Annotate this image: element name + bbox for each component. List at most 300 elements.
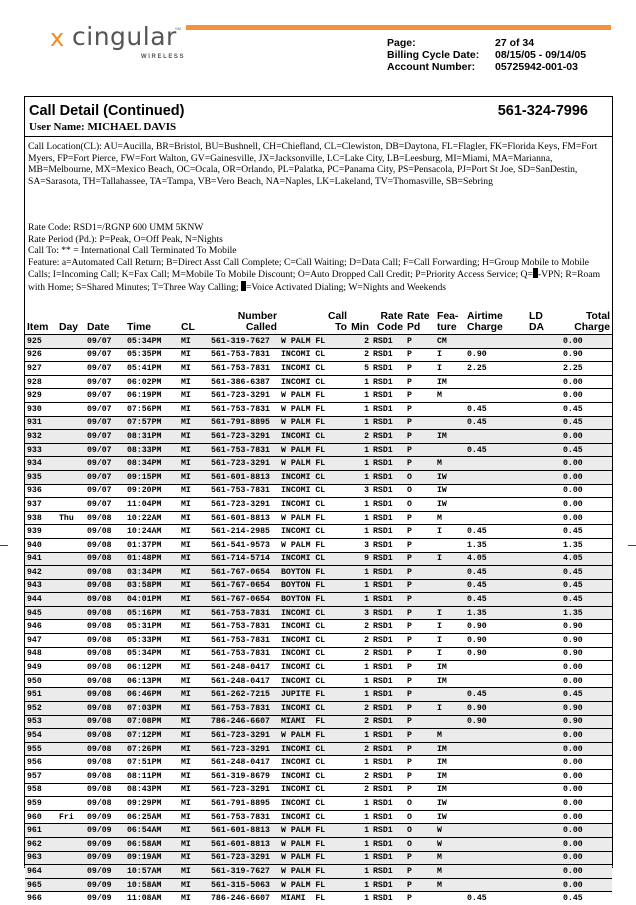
- cell-item: 936: [25, 484, 57, 498]
- cell-call-to: INCOMI CL: [279, 620, 349, 634]
- cell-date: 09/08: [85, 783, 125, 797]
- cell-feature: M: [435, 878, 465, 892]
- cell-rate-code: RSD1: [371, 375, 405, 389]
- cell-cl: MI: [179, 430, 209, 444]
- page-number: 27 of 34: [495, 37, 535, 49]
- cell-cl: MI: [179, 810, 209, 824]
- cell-min: 2: [349, 770, 371, 784]
- cell-airtime-charge: 0.90: [465, 348, 527, 362]
- cell-call-to: MIAMI FL: [279, 892, 349, 905]
- cell-feature: IW: [435, 810, 465, 824]
- cell-number-called: 561-753-7831: [209, 443, 279, 457]
- cell-ld-da: [527, 810, 561, 824]
- cell-item: 925: [25, 335, 57, 349]
- cell-day: [57, 593, 85, 607]
- cell-min: 2: [349, 620, 371, 634]
- cell-airtime-charge: [465, 797, 527, 811]
- cell-call-to: W PALM FL: [279, 824, 349, 838]
- cell-item: 964: [25, 865, 57, 879]
- cell-call-to: INCOMI CL: [279, 797, 349, 811]
- cell-ld-da: [527, 783, 561, 797]
- table-row: [25, 892, 612, 905]
- cell-number-called: 561-319-7627: [209, 335, 279, 349]
- cell-rate-code: RSD1: [371, 797, 405, 811]
- cell-min: 3: [349, 538, 371, 552]
- cell-airtime-charge: 4.05: [465, 552, 527, 566]
- cell-ld-da: [527, 375, 561, 389]
- cell-cl: MI: [179, 878, 209, 892]
- cell-rate-code: RSD1: [371, 443, 405, 457]
- cell-time: 05:35PM: [125, 348, 179, 362]
- cell-number-called: 561-315-5063: [209, 878, 279, 892]
- cell-rate-pd: P: [405, 538, 435, 552]
- cell-cl: MI: [179, 538, 209, 552]
- cell-item: 955: [25, 742, 57, 756]
- cell-rate-code: RSD1: [371, 566, 405, 580]
- cell-call-to: W PALM FL: [279, 865, 349, 879]
- cell-cl: MI: [179, 566, 209, 580]
- cell-cl: MI: [179, 851, 209, 865]
- cell-ld-da: [527, 824, 561, 838]
- cell-ld-da: [527, 770, 561, 784]
- cell-feature: M: [435, 389, 465, 403]
- cell-number-called: 561-601-8813: [209, 470, 279, 484]
- cell-rate-pd: P: [405, 647, 435, 661]
- cell-airtime-charge: 2.25: [465, 362, 527, 376]
- cell-total-charge: 0.90: [561, 634, 612, 648]
- cell-ld-da: [527, 566, 561, 580]
- cell-item: 949: [25, 661, 57, 675]
- cell-day: [57, 416, 85, 430]
- cell-date: 09/08: [85, 688, 125, 702]
- cell-airtime-charge: [465, 498, 527, 512]
- cell-rate-code: RSD1: [371, 348, 405, 362]
- cell-time: 06:19PM: [125, 389, 179, 403]
- cell-day: [57, 892, 85, 905]
- table-row: [25, 865, 612, 879]
- cell-date: 09/07: [85, 335, 125, 349]
- cell-time: 09:15PM: [125, 470, 179, 484]
- col-cl: CL: [181, 322, 195, 333]
- cell-time: 07:51PM: [125, 756, 179, 770]
- cell-item: 944: [25, 593, 57, 607]
- cell-airtime-charge: 0.45: [465, 688, 527, 702]
- table-row: [25, 797, 612, 811]
- cell-date: 09/07: [85, 430, 125, 444]
- cell-min: 1: [349, 566, 371, 580]
- cell-feature: I: [435, 647, 465, 661]
- cingular-logo: [50, 22, 190, 62]
- cell-call-to: INCOMI CL: [279, 470, 349, 484]
- cell-min: 1: [349, 688, 371, 702]
- cell-cl: MI: [179, 715, 209, 729]
- cell-rate-pd: O: [405, 810, 435, 824]
- call-detail-table: [25, 311, 612, 905]
- cell-number-called: 561-248-0417: [209, 756, 279, 770]
- cell-ld-da: [527, 606, 561, 620]
- cell-cl: MI: [179, 770, 209, 784]
- cell-total-charge: 0.00: [561, 783, 612, 797]
- cell-day: [57, 457, 85, 471]
- cell-call-to: INCOMI CL: [279, 702, 349, 716]
- cell-day: [57, 647, 85, 661]
- cell-call-to: INCOMI CL: [279, 810, 349, 824]
- cell-date: 09/07: [85, 443, 125, 457]
- cell-ld-da: [527, 620, 561, 634]
- table-row: [25, 824, 612, 838]
- cell-min: 1: [349, 457, 371, 471]
- cell-min: 2: [349, 335, 371, 349]
- table-row: [25, 878, 612, 892]
- cell-rate-code: RSD1: [371, 824, 405, 838]
- cell-ld-da: [527, 579, 561, 593]
- cell-day: [57, 756, 85, 770]
- table-row: [25, 538, 612, 552]
- cell-rate-pd: P: [405, 511, 435, 525]
- cell-total-charge: 1.35: [561, 538, 612, 552]
- cell-ld-da: [527, 470, 561, 484]
- cell-call-to: W PALM FL: [279, 851, 349, 865]
- col-rate-code: Rate Code: [377, 311, 403, 333]
- cell-rate-pd: P: [405, 783, 435, 797]
- cell-cl: MI: [179, 797, 209, 811]
- cell-ld-da: [527, 484, 561, 498]
- cell-item: 961: [25, 824, 57, 838]
- cell-rate-pd: P: [405, 715, 435, 729]
- cell-cl: MI: [179, 702, 209, 716]
- cell-cl: MI: [179, 457, 209, 471]
- cell-number-called: 561-723-3291: [209, 430, 279, 444]
- cell-total-charge: 0.00: [561, 457, 612, 471]
- cell-min: 2: [349, 647, 371, 661]
- cell-feature: [435, 892, 465, 905]
- cell-min: 1: [349, 824, 371, 838]
- table-row: [25, 470, 612, 484]
- cell-min: 2: [349, 348, 371, 362]
- cell-ld-da: [527, 865, 561, 879]
- cell-feature: [435, 416, 465, 430]
- cell-ld-da: [527, 837, 561, 851]
- cell-total-charge: 0.00: [561, 484, 612, 498]
- cell-ld-da: [527, 674, 561, 688]
- feature-legend: Feature: a=Automated Call Return; B=Direct Asst Call Complete; C=Call Waiting; D=Data Call; F=Call Forwarding; H=Group Mobile to Mobile Calls; I=Incoming Call; K=Fax Call; M=Mobile To Mobile Discount; O=Auto Dropped Call Credit; P=Priority Access Service; Q= -VPN; R=Roam with Home; S=Shared Minutes; T=Three Way Calling; =Voice Activated Dialing; W=Nights and Weekends: [28, 256, 601, 293]
- cell-feature: I: [435, 525, 465, 539]
- cell-time: 10:22AM: [125, 511, 179, 525]
- table-row: [25, 389, 612, 403]
- cell-airtime-charge: [465, 389, 527, 403]
- cell-ld-da: [527, 661, 561, 675]
- table-row: [25, 661, 612, 675]
- cell-date: 09/07: [85, 470, 125, 484]
- cell-airtime-charge: 0.45: [465, 579, 527, 593]
- cell-time: 07:03PM: [125, 702, 179, 716]
- cell-total-charge: 0.00: [561, 810, 612, 824]
- cell-number-called: 561-753-7831: [209, 484, 279, 498]
- cell-airtime-charge: [465, 375, 527, 389]
- table-row: [25, 484, 612, 498]
- cell-min: 1: [349, 865, 371, 879]
- cell-airtime-charge: [465, 742, 527, 756]
- cell-call-to: BOYTON FL: [279, 566, 349, 580]
- cell-number-called: 561-601-8813: [209, 824, 279, 838]
- cell-rate-pd: P: [405, 634, 435, 648]
- cell-item: 954: [25, 729, 57, 743]
- cell-total-charge: 0.00: [561, 511, 612, 525]
- cell-total-charge: 0.00: [561, 742, 612, 756]
- cell-total-charge: 1.35: [561, 606, 612, 620]
- cell-cl: MI: [179, 620, 209, 634]
- cell-number-called: 561-714-5714: [209, 552, 279, 566]
- cell-min: 1: [349, 498, 371, 512]
- cell-airtime-charge: 0.90: [465, 647, 527, 661]
- cell-rate-pd: P: [405, 362, 435, 376]
- cell-rate-code: RSD1: [371, 770, 405, 784]
- table-row: [25, 511, 612, 525]
- cell-total-charge: 0.00: [561, 729, 612, 743]
- cell-day: [57, 661, 85, 675]
- cell-date: 09/09: [85, 824, 125, 838]
- cell-rate-code: RSD1: [371, 525, 405, 539]
- cell-date: 09/09: [85, 865, 125, 879]
- cell-number-called: 561-753-7831: [209, 606, 279, 620]
- cell-time: 05:41PM: [125, 362, 179, 376]
- cell-item: 948: [25, 647, 57, 661]
- cell-number-called: 561-753-7831: [209, 620, 279, 634]
- cell-total-charge: 0.00: [561, 389, 612, 403]
- table-row: [25, 647, 612, 661]
- cell-airtime-charge: 0.45: [465, 443, 527, 457]
- cell-feature: M: [435, 851, 465, 865]
- cell-rate-pd: P: [405, 566, 435, 580]
- cell-item: 940: [25, 538, 57, 552]
- cell-rate-pd: P: [405, 606, 435, 620]
- cell-airtime-charge: [465, 729, 527, 743]
- cell-min: 1: [349, 892, 371, 905]
- table-row: [25, 620, 612, 634]
- cell-cl: MI: [179, 511, 209, 525]
- cell-rate-pd: P: [405, 402, 435, 416]
- cell-total-charge: 0.45: [561, 688, 612, 702]
- cell-number-called: 561-767-0654: [209, 593, 279, 607]
- cell-date: 09/08: [85, 647, 125, 661]
- cell-ld-da: [527, 647, 561, 661]
- cell-day: [57, 362, 85, 376]
- cell-total-charge: 0.00: [561, 335, 612, 349]
- cell-rate-code: RSD1: [371, 702, 405, 716]
- cell-call-to: INCOMI CL: [279, 634, 349, 648]
- logo-wordmark: cingular: [72, 22, 177, 51]
- col-number-called: Number Called: [237, 311, 277, 333]
- cell-min: 2: [349, 783, 371, 797]
- cell-min: 1: [349, 402, 371, 416]
- cell-day: [57, 770, 85, 784]
- cell-item: 946: [25, 620, 57, 634]
- cell-rate-code: RSD1: [371, 457, 405, 471]
- cell-number-called: 561-723-3291: [209, 783, 279, 797]
- cell-rate-pd: P: [405, 348, 435, 362]
- cell-ld-da: [527, 416, 561, 430]
- account-number: 05725942-001-03: [495, 61, 578, 73]
- cell-min: 3: [349, 606, 371, 620]
- col-min: Min: [351, 322, 369, 333]
- cell-time: 01:48PM: [125, 552, 179, 566]
- cell-item: 958: [25, 783, 57, 797]
- cell-cl: MI: [179, 729, 209, 743]
- cell-airtime-charge: 0.90: [465, 634, 527, 648]
- cell-ld-da: [527, 402, 561, 416]
- cell-feature: IM: [435, 430, 465, 444]
- cell-cl: MI: [179, 389, 209, 403]
- cell-day: [57, 824, 85, 838]
- cell-ld-da: [527, 511, 561, 525]
- cell-date: 09/07: [85, 498, 125, 512]
- cell-date: 09/07: [85, 402, 125, 416]
- cell-item: 943: [25, 579, 57, 593]
- cell-cl: MI: [179, 688, 209, 702]
- cell-ld-da: [527, 335, 561, 349]
- cell-time: 10:57AM: [125, 865, 179, 879]
- cell-item: 935: [25, 470, 57, 484]
- table-row: [25, 402, 612, 416]
- cell-total-charge: 0.90: [561, 647, 612, 661]
- cell-number-called: 561-723-3291: [209, 729, 279, 743]
- cell-rate-pd: P: [405, 892, 435, 905]
- table-row: [25, 688, 612, 702]
- cell-rate-code: RSD1: [371, 715, 405, 729]
- cell-feature: M: [435, 511, 465, 525]
- cell-time: 05:16PM: [125, 606, 179, 620]
- page-label: Page:: [387, 37, 416, 49]
- cell-ld-da: [527, 742, 561, 756]
- cell-min: 1: [349, 579, 371, 593]
- cell-total-charge: 0.00: [561, 756, 612, 770]
- cell-day: [57, 742, 85, 756]
- cell-number-called: 561-723-3291: [209, 742, 279, 756]
- cell-item: 966: [25, 892, 57, 905]
- cell-date: 09/07: [85, 375, 125, 389]
- cell-airtime-charge: [465, 783, 527, 797]
- cell-call-to: INCOMI CL: [279, 770, 349, 784]
- col-airtime-charge: Airtime Charge: [467, 311, 503, 333]
- cell-rate-code: RSD1: [371, 538, 405, 552]
- cell-airtime-charge: 0.45: [465, 416, 527, 430]
- cell-time: 11:08AM: [125, 892, 179, 905]
- cell-item: 928: [25, 375, 57, 389]
- cell-airtime-charge: [465, 484, 527, 498]
- cell-rate-pd: P: [405, 525, 435, 539]
- cell-call-to: W PALM FL: [279, 511, 349, 525]
- cell-time: 07:12PM: [125, 729, 179, 743]
- cell-airtime-charge: [465, 470, 527, 484]
- cell-feature: [435, 443, 465, 457]
- cell-day: [57, 552, 85, 566]
- cell-cl: MI: [179, 498, 209, 512]
- cell-total-charge: 0.45: [561, 525, 612, 539]
- cell-ld-da: [527, 797, 561, 811]
- cell-item: 945: [25, 606, 57, 620]
- cell-call-to: INCOMI CL: [279, 606, 349, 620]
- cell-total-charge: 0.90: [561, 702, 612, 716]
- cell-rate-code: RSD1: [371, 837, 405, 851]
- cell-ld-da: [527, 538, 561, 552]
- cell-call-to: W PALM FL: [279, 457, 349, 471]
- cell-day: [57, 620, 85, 634]
- cell-day: Thu: [57, 511, 85, 525]
- cell-number-called: 561-767-0654: [209, 579, 279, 593]
- cell-feature: W: [435, 837, 465, 851]
- cell-ld-da: [527, 851, 561, 865]
- table-row: [25, 525, 612, 539]
- cell-date: 09/07: [85, 389, 125, 403]
- cell-feature: [435, 566, 465, 580]
- cell-min: 1: [349, 416, 371, 430]
- cell-min: 1: [349, 593, 371, 607]
- cell-feature: [435, 538, 465, 552]
- cell-number-called: 561-248-0417: [209, 674, 279, 688]
- cell-item: 956: [25, 756, 57, 770]
- cell-min: 2: [349, 430, 371, 444]
- cell-rate-code: RSD1: [371, 892, 405, 905]
- cell-airtime-charge: 0.90: [465, 715, 527, 729]
- cell-number-called: 561-723-3291: [209, 498, 279, 512]
- cell-call-to: INCOMI CL: [279, 430, 349, 444]
- cell-day: [57, 566, 85, 580]
- table-row: [25, 416, 612, 430]
- section-title: Call Detail (Continued): [29, 103, 185, 119]
- cell-time: 06:46PM: [125, 688, 179, 702]
- cell-feature: IW: [435, 484, 465, 498]
- cell-date: 09/08: [85, 566, 125, 580]
- cell-rate-pd: P: [405, 375, 435, 389]
- col-item: Item: [27, 322, 49, 333]
- cell-ld-da: [527, 756, 561, 770]
- cell-feature: IW: [435, 498, 465, 512]
- cell-airtime-charge: [465, 851, 527, 865]
- table-row: [25, 770, 612, 784]
- cell-day: [57, 498, 85, 512]
- cell-cl: MI: [179, 362, 209, 376]
- cell-rate-pd: P: [405, 688, 435, 702]
- cell-rate-pd: P: [405, 457, 435, 471]
- col-date: Date: [87, 322, 110, 333]
- logo-subtitle: WIRELESS: [141, 54, 186, 60]
- table-row: [25, 348, 612, 362]
- cell-rate-pd: P: [405, 389, 435, 403]
- cell-date: 09/09: [85, 851, 125, 865]
- cell-date: 09/08: [85, 729, 125, 743]
- cell-total-charge: 0.45: [561, 593, 612, 607]
- cell-airtime-charge: [465, 661, 527, 675]
- cell-item: 931: [25, 416, 57, 430]
- cell-item: 941: [25, 552, 57, 566]
- cell-call-to: W PALM FL: [279, 878, 349, 892]
- cell-ld-da: [527, 430, 561, 444]
- cell-feature: [435, 593, 465, 607]
- cell-call-to: BOYTON FL: [279, 579, 349, 593]
- cell-rate-code: RSD1: [371, 729, 405, 743]
- cell-total-charge: 0.00: [561, 674, 612, 688]
- cell-time: 07:08PM: [125, 715, 179, 729]
- cell-time: 07:57PM: [125, 416, 179, 430]
- cell-total-charge: 0.90: [561, 620, 612, 634]
- cell-cl: MI: [179, 865, 209, 879]
- cell-day: [57, 402, 85, 416]
- cell-call-to: INCOMI CL: [279, 525, 349, 539]
- cell-min: 1: [349, 525, 371, 539]
- cell-number-called: 561-753-7831: [209, 348, 279, 362]
- cell-min: 2: [349, 715, 371, 729]
- cell-total-charge: 0.45: [561, 416, 612, 430]
